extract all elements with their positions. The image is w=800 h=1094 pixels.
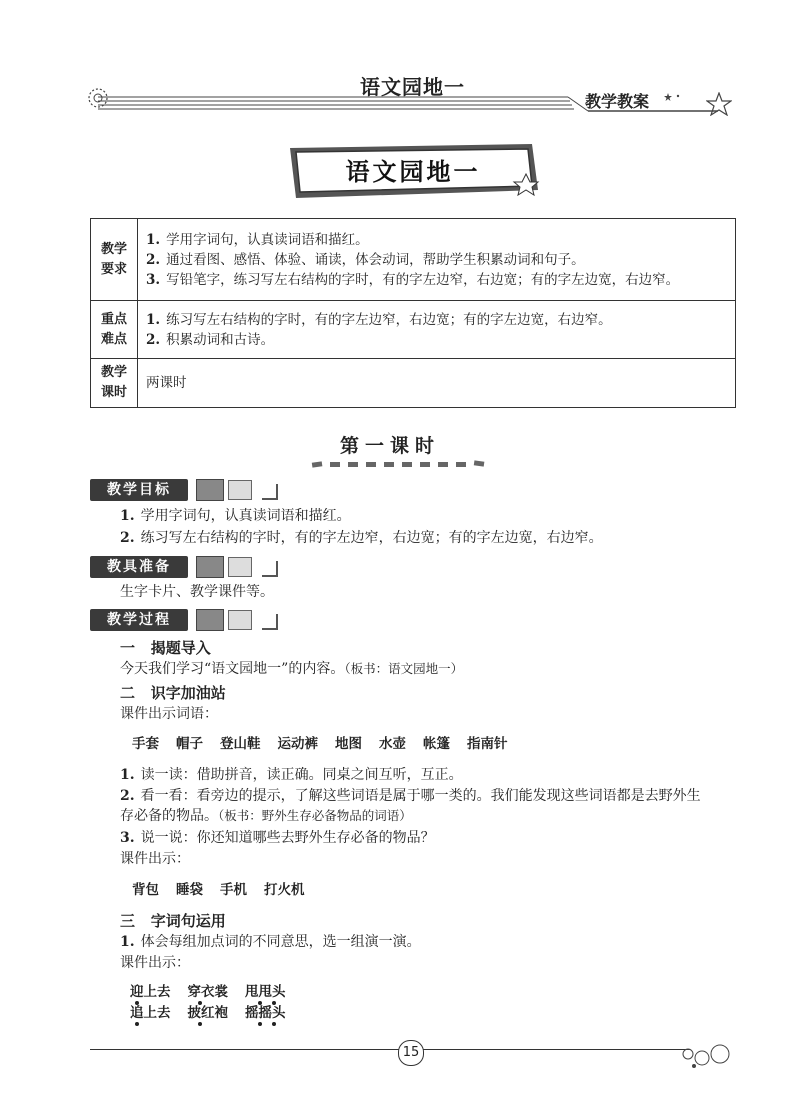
tag-decoration bbox=[262, 561, 278, 577]
tag-decoration bbox=[196, 609, 224, 631]
page-number: 15 bbox=[398, 1040, 424, 1066]
tag-decoration bbox=[262, 484, 278, 500]
emphasis-dot bbox=[135, 1001, 139, 1005]
list-item: 1. 读一读：借助拼音，读正确。同桌之间互听，互正。 bbox=[120, 767, 463, 783]
emphasis-dot bbox=[258, 1001, 262, 1005]
emphasis-dot bbox=[272, 1001, 276, 1005]
list-item: 1. 学用字词句，认真读词语和描红。 bbox=[120, 508, 351, 524]
table-row bbox=[91, 301, 736, 359]
word-list: 手套 帽子 登山鞋 运动裤 地图 水壶 帐篷 指南针 bbox=[132, 736, 508, 752]
emphasis-dot bbox=[198, 1022, 202, 1026]
list-item: 2. 通过看图、感悟、体验、诵读，体会动词，帮助学生积累动词和句子。 bbox=[146, 251, 585, 268]
show-label-2: 课件出示： bbox=[120, 955, 190, 971]
list-item: 2. 练习写左右结构的字时，有的字左边窄，右边宽；有的字左边宽，右边窄。 bbox=[120, 530, 603, 546]
row-label-hours: 教学 课时 bbox=[91, 359, 138, 408]
section-tag-goals: 教学目标 bbox=[90, 479, 188, 501]
focus-content bbox=[138, 301, 736, 359]
lesson-title: 第一课时 bbox=[340, 435, 441, 457]
header-book-label: 教学教案 bbox=[585, 92, 650, 111]
table-row bbox=[91, 359, 736, 408]
list-item: 1. 练习写左右结构的字时，有的字左边窄，右边宽；有的字左边宽，右边窄。 bbox=[146, 311, 612, 328]
word-list-2: 背包 睡袋 手机 打火机 bbox=[132, 882, 305, 898]
star-icon bbox=[706, 92, 732, 116]
section-tag-tools: 教具准备 bbox=[90, 556, 188, 578]
tag-decoration bbox=[228, 557, 252, 577]
tag-decoration bbox=[262, 614, 278, 630]
list-item: 3. 写铅笔字，练习写左右结构的字时，有的字左边窄，右边宽；有的字左边宽，右边窄。 bbox=[146, 271, 680, 288]
part-heading-1: 一 揭题导入 bbox=[120, 639, 211, 657]
show-label: 课件出示： bbox=[120, 851, 190, 867]
row-label-focus: 重点 难点 bbox=[91, 301, 138, 359]
verb-pairs-row-2: 追上去 披红袍 摇摇头 bbox=[130, 1005, 286, 1021]
part1-text: 今天我们学习“语文园地一”的内容。（板书：语文园地一） bbox=[120, 661, 464, 677]
banner-title: 语文园地一 bbox=[345, 158, 481, 186]
emphasis-dot bbox=[198, 1001, 202, 1005]
verb-pairs-row-1: 迎上去 穿衣裳 甩甩头 bbox=[130, 984, 286, 1000]
requirements-content bbox=[138, 219, 736, 301]
list-item: 2. 积累动词和古诗。 bbox=[146, 331, 275, 348]
small-star-icon bbox=[664, 92, 682, 102]
tag-decoration bbox=[228, 610, 252, 630]
hours-content: 两课时 bbox=[138, 359, 736, 408]
emphasis-dot bbox=[272, 1022, 276, 1026]
part-heading-2: 二 识字加油站 bbox=[120, 684, 226, 702]
lesson-title-divider bbox=[310, 458, 490, 470]
requirements-table bbox=[90, 218, 736, 408]
list-item: 2. 看一看：看旁边的提示，了解这些词语是属于哪一类的。我们能发现这些词语都是去野外生 bbox=[120, 788, 701, 804]
emphasis-dot bbox=[258, 1022, 262, 1026]
tag-decoration bbox=[228, 480, 252, 500]
header-title: 语文园地一 bbox=[360, 75, 465, 99]
table-row bbox=[91, 219, 736, 301]
row-label-requirements: 教学 要求 bbox=[91, 219, 138, 301]
tag-decoration bbox=[196, 556, 224, 578]
emphasis-dot bbox=[135, 1022, 139, 1026]
list-item: 1. 学用字词句，认真读词语和描红。 bbox=[146, 231, 369, 248]
part2-intro: 课件出示词语： bbox=[120, 706, 218, 722]
footer-bubbles-icon bbox=[680, 1040, 740, 1070]
footer-rule bbox=[90, 1049, 690, 1050]
section-tag-process: 教学过程 bbox=[90, 609, 188, 631]
part-heading-3: 三 字词句运用 bbox=[120, 912, 226, 930]
tag-decoration bbox=[196, 479, 224, 501]
list-item: 1. 体会每组加点词的不同意思，选一组演一演。 bbox=[120, 934, 421, 950]
list-item-continued: 存必备的物品。（板书：野外生存必备物品的词语） bbox=[120, 808, 412, 824]
list-item: 3. 说一说：你还知道哪些去野外生存必备的物品？ bbox=[120, 830, 435, 846]
tools-text: 生字卡片、教学课件等。 bbox=[120, 584, 274, 600]
